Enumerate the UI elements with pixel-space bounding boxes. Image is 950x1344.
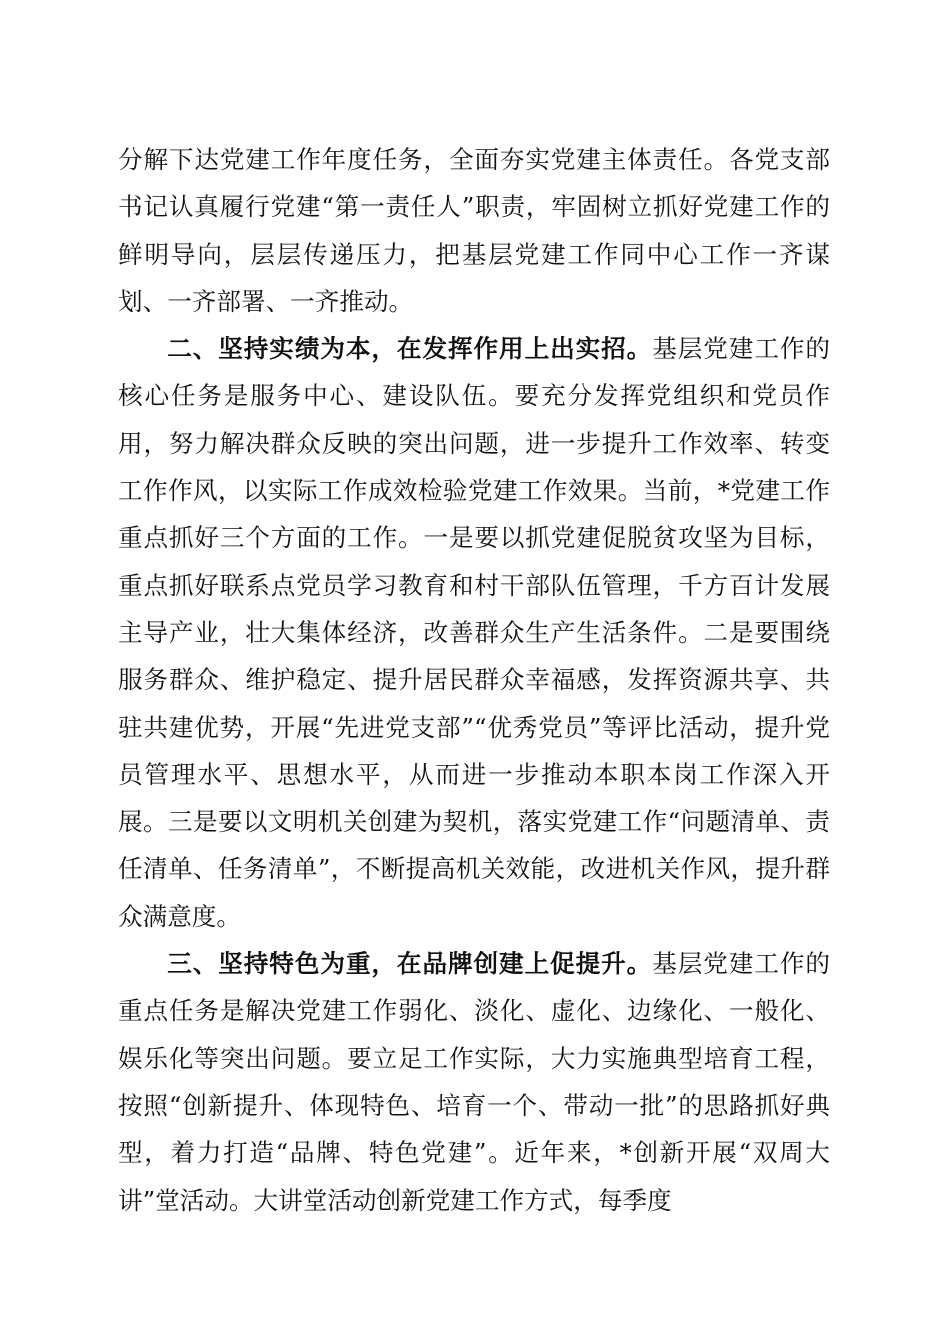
- section-2-heading: 二、坚持实绩为本，在发挥作用上出实招。: [167, 334, 653, 364]
- section-2-paragraph: [118, 325, 830, 940]
- document-page: [118, 136, 830, 1224]
- section-3-body: 基层党建工作的重点任务是解决党建工作弱化、淡化、虚化、边缘化、一般化、娱乐化等突出问题。要立足工作实际，大力实施典型培育工程，按照“创新提升、体现特色、培育一个、带动一批”的思路抓好典型，着力打造“品牌、特色党建”。近年来，*创新开展“双周大讲”堂活动。大讲堂活动创新党建工作方式，每季度: [118, 949, 830, 1215]
- paragraph-continuation: 分解下达党建工作年度任务，全面夯实党建主体责任。各党支部书记认真履行党建“第一责任人”职责，牢固树立抓好党建工作的鲜明导向，层层传递压力，把基层党建工作同中心工作一齐谋划、一齐部署、一齐推动。: [118, 145, 830, 316]
- section-3-heading: 三、坚持特色为重，在品牌创建上促提升。: [167, 949, 653, 979]
- section-2-body: 基层党建工作的核心任务是服务中心、建设队伍。要充分发挥党组织和党员作用，努力解决群众反映的突出问题，进一步提升工作效率、转变工作作风，以实际工作成效检验党建工作效果。当前，*党建工作重点抓好三个方面的工作。一是要以抓党建促脱贫攻坚为目标，重点抓好联系点党员学习教育和村干部队伍管理，千方百计发展主导产业，壮大集体经济，改善群众生产生活条件。二是要围绕服务群众、维护稳定、提升居民群众幸福感，发挥资源共享、共驻共建优势，开展“先进党支部”“优秀党员”等评比活动，提升党员管理水平、思想水平，从而进一步推动本职本岗工作深入开展。三是要以文明机关创建为契机，落实党建工作“问题清单、责任清单、任务清单”，不断提高机关效能，改进机关作风，提升群众满意度。: [118, 334, 830, 931]
- section-3-paragraph: [118, 940, 830, 1224]
